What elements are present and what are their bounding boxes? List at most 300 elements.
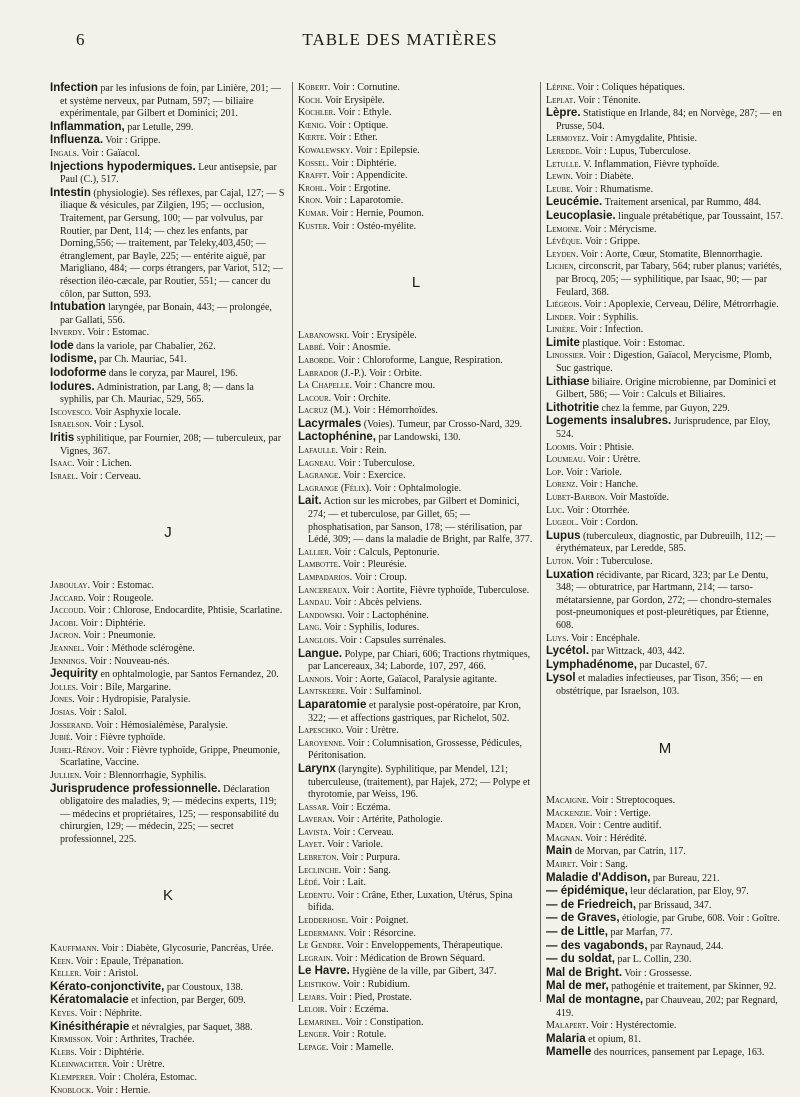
index-entry bbox=[298, 368, 534, 381]
index-entry bbox=[50, 134, 286, 148]
index-entry bbox=[298, 132, 534, 145]
entry-heading: — du soldat, bbox=[546, 953, 615, 966]
entry-author: Laveran. bbox=[298, 814, 335, 826]
entry-text: Voir : Hanche. bbox=[577, 479, 639, 491]
entry-heading: Malaria bbox=[546, 1032, 586, 1045]
index-entry bbox=[546, 146, 784, 159]
index-entry bbox=[546, 479, 784, 492]
entry-author: Jacron. bbox=[50, 630, 81, 642]
entry-text: Voir : Orchite. bbox=[331, 392, 391, 404]
entry-heading: Laparatomie bbox=[298, 698, 367, 711]
entry-text: (Voies). Tumeur, par Crosso-Nard, 329. bbox=[361, 418, 523, 430]
entry-author: Knoblock. bbox=[50, 1084, 94, 1096]
index-entry bbox=[298, 928, 534, 941]
entry-heading: Iritis bbox=[50, 432, 75, 445]
entry-text: Voir : Ethyle. bbox=[335, 107, 392, 119]
entry-heading: Iodoforme bbox=[50, 367, 107, 380]
index-entry bbox=[546, 980, 784, 994]
entry-heading: Mal de Bright. bbox=[546, 966, 623, 979]
entry-text: Voir : Méthode sclérogène. bbox=[84, 642, 195, 654]
entry-text: Voir : Exercice. bbox=[340, 470, 406, 482]
index-entry bbox=[546, 82, 784, 95]
entry-author: Liégeois. bbox=[546, 299, 582, 311]
entry-text: par Chauveau, 202; par Regnard, 419. bbox=[556, 995, 778, 1019]
entry-text: Voir : Anosmie. bbox=[325, 342, 391, 354]
entry-text: Voir : Diphtérie. bbox=[329, 157, 397, 169]
entry-author: Kuster. bbox=[298, 220, 330, 232]
entry-text: par Marfan, 77. bbox=[607, 927, 673, 939]
entry-text: Voir : Erysipèle. bbox=[349, 329, 417, 341]
index-entry bbox=[546, 885, 784, 899]
entry-heading: Mamelle bbox=[546, 1046, 592, 1059]
entry-author: Leistikow. bbox=[298, 979, 341, 990]
index-entry bbox=[50, 340, 286, 354]
entry-text: Voir : Tuberculose. bbox=[336, 457, 415, 469]
entry-author: Inverdy. bbox=[50, 327, 85, 339]
entry-author: Jaccoud. bbox=[50, 605, 86, 617]
entry-text: Voir : Urètre. bbox=[343, 725, 399, 737]
entry-author: Lugeol. bbox=[546, 517, 579, 529]
entry-text: Voir : Fièvre typhoïde. bbox=[72, 732, 166, 744]
index-entry bbox=[546, 633, 784, 646]
entry-author: Landau. bbox=[298, 597, 332, 609]
entry-author: Israelson. bbox=[50, 419, 93, 431]
index-entry bbox=[50, 643, 286, 656]
index-entry bbox=[298, 940, 534, 953]
entry-author: Linder. bbox=[546, 311, 576, 323]
index-entry bbox=[50, 407, 286, 420]
index-entry bbox=[298, 953, 534, 966]
entry-author: Lépine. bbox=[546, 82, 575, 93]
index-entry bbox=[546, 912, 784, 926]
entry-text: Déclaration obligatoire des maladies, 9; — médecins experts, 119; — médecins et propriétaires, 125; — responsabilité du chirurgien, 129; — médecin, 225; — secret professionnel, 225. bbox=[60, 783, 279, 845]
entry-text: Voir : Rein. bbox=[337, 445, 387, 457]
entry-text: Voir : Hystérectomie. bbox=[588, 1020, 677, 1032]
entry-author: Linossier. bbox=[546, 350, 587, 362]
entry-text: (physiologie). Ses réflexes, par Cajal, 127; — S iliaque & vésicules, par Zilgien, 195; — occlusion, Traitement, par Gersung, 100; — par volvulus, par Routier, par Dent, 114; — chez les enfants, par Dorning,556; — traitement, par Teleky,403,450; — étranglement, par Bayle, 225; — entérite aiguë, par Marigliano, 484; — corps étrangers, par Variot, 512; — résection iléo-cæcale, par Routier, 551; — cancer du côlon, par Sutton, 593. bbox=[60, 187, 285, 300]
entry-heading: Mal de montagne, bbox=[546, 994, 644, 1006]
entry-heading: Lupus bbox=[546, 529, 581, 542]
entry-heading: Iodures. bbox=[50, 380, 95, 393]
index-entry bbox=[546, 261, 784, 299]
index-entry bbox=[50, 1085, 286, 1097]
entry-text: Voir : Coliques hépatiques. bbox=[574, 82, 685, 93]
entry-heading: Intestin bbox=[50, 186, 91, 199]
index-entry bbox=[298, 738, 534, 763]
entry-text: pathogénie et traitement, par Skinner, 92. bbox=[608, 981, 777, 993]
entry-text: Voir : Hernie. bbox=[93, 1084, 151, 1096]
entry-text: de Morvan, par Catrin, 117. bbox=[572, 846, 686, 858]
entry-author: Malapert. bbox=[546, 1020, 589, 1032]
entry-text: circonscrit, par Tabary, 564; ruber planus; variétés, par Brocq, 205; — syphilitique, par Isaac, 90; — par Feulard, 368. bbox=[556, 261, 782, 298]
entry-author: Koch. bbox=[298, 94, 323, 106]
entry-author: Labrador (J.-P.). bbox=[298, 367, 367, 379]
index-entry bbox=[50, 1034, 286, 1047]
entry-text: Jurisprudence, par Eloy, 524. bbox=[556, 416, 771, 441]
index-entry bbox=[298, 1029, 534, 1042]
index-entry bbox=[50, 618, 286, 631]
index-entry bbox=[546, 196, 784, 210]
index-entry bbox=[298, 158, 534, 171]
index-entry bbox=[50, 707, 286, 720]
index-entry bbox=[546, 1046, 784, 1060]
index-entry bbox=[546, 402, 784, 416]
index-entry bbox=[298, 585, 534, 598]
index-entry bbox=[298, 1004, 534, 1017]
entry-heading: Le Havre. bbox=[298, 965, 350, 978]
index-entry bbox=[546, 337, 784, 351]
entry-heading: — des vagabonds, bbox=[546, 939, 648, 952]
index-entry bbox=[546, 299, 784, 312]
entry-text: Voir : Cornutine. bbox=[330, 82, 400, 93]
index-entry bbox=[50, 981, 286, 995]
index-entry bbox=[298, 802, 534, 815]
entry-author: Ledermann. bbox=[298, 927, 347, 939]
entry-author: Laborde. bbox=[298, 354, 336, 366]
entry-text: Voir : Diphtérie. bbox=[76, 1046, 145, 1058]
entry-author: Mairet. bbox=[546, 859, 578, 871]
entry-author: Leyden. bbox=[546, 248, 579, 260]
index-entry bbox=[50, 668, 286, 682]
entry-heading: Leucémie. bbox=[546, 196, 603, 209]
index-entry bbox=[546, 1033, 784, 1047]
index-entry bbox=[298, 572, 534, 585]
entry-author: Klemperer. bbox=[50, 1072, 97, 1083]
index-entry bbox=[546, 133, 784, 146]
index-entry bbox=[298, 648, 534, 674]
entry-text: Voir : Abcès pelviens. bbox=[331, 597, 422, 609]
entry-text: Voir : Sang. bbox=[341, 864, 391, 876]
index-entry bbox=[50, 121, 286, 135]
index-entry bbox=[546, 415, 784, 441]
entry-text: Voir : Capsules surrénales. bbox=[337, 634, 447, 646]
entry-text: Voir : Résorcine. bbox=[346, 927, 416, 939]
index-entry bbox=[546, 312, 784, 325]
column-rule bbox=[540, 82, 541, 1002]
index-entry bbox=[298, 330, 534, 343]
entry-heading: Main bbox=[546, 845, 573, 858]
index-entry bbox=[546, 210, 784, 224]
entry-heading: — épidémique, bbox=[546, 885, 628, 898]
entry-author: Jubié. bbox=[50, 732, 73, 744]
entry-author: Lichen, bbox=[546, 261, 576, 273]
entry-heading: — de Little, bbox=[546, 926, 608, 939]
index-entry bbox=[50, 1072, 286, 1085]
entry-text: Voir : Mérycisme. bbox=[581, 223, 657, 235]
entry-author: Kauffmann. bbox=[50, 943, 100, 955]
entry-heading: Kératomalacie bbox=[50, 994, 129, 1007]
index-entry bbox=[50, 1008, 286, 1021]
index-entry bbox=[546, 505, 784, 518]
entry-text: Voir : Grippe. bbox=[582, 236, 641, 248]
entry-author: Mackenzie. bbox=[546, 807, 593, 819]
index-entry bbox=[50, 994, 286, 1008]
entry-author: Layet. bbox=[298, 839, 325, 851]
index-entry bbox=[50, 783, 286, 847]
entry-text: Voir : Pied, Prostate. bbox=[327, 991, 412, 1003]
entry-text: Voir : Sulfaminol. bbox=[347, 686, 422, 698]
entry-text: Traitement arsenical, par Rummo, 484. bbox=[602, 197, 762, 209]
index-entry bbox=[298, 763, 534, 802]
entry-text: par Landowski, 130. bbox=[375, 432, 461, 444]
index-entry bbox=[298, 965, 534, 979]
index-entry bbox=[546, 926, 784, 940]
index-entry bbox=[298, 979, 534, 992]
entry-text: Voir : Rubidium. bbox=[340, 979, 411, 990]
entry-text: Voir : Ether. bbox=[326, 132, 378, 144]
entry-heading: Lithotritie bbox=[546, 401, 600, 414]
entry-author: Leube. bbox=[546, 183, 573, 195]
entry-author: Lang. bbox=[298, 622, 322, 634]
index-entry bbox=[50, 419, 286, 432]
entry-heading: Leucoplasie. bbox=[546, 209, 616, 222]
index-entry bbox=[298, 221, 534, 234]
section-letter: M bbox=[658, 739, 672, 757]
entry-text: dans la variole, par Chabalier, 262. bbox=[73, 340, 216, 352]
entry-author: Magnan. bbox=[546, 832, 583, 844]
entry-text: par Raynaud, 244. bbox=[647, 940, 724, 952]
entry-author: Juhel-Rénoy. bbox=[50, 744, 105, 756]
index-entry bbox=[298, 814, 534, 827]
entry-text: Voir : Eczéma. bbox=[329, 801, 391, 813]
entry-author: Lantskeere. bbox=[298, 686, 348, 698]
index-entry bbox=[546, 845, 784, 859]
index-entry bbox=[298, 208, 534, 221]
entry-heading: Iodisme, bbox=[50, 353, 97, 366]
index-entry bbox=[546, 820, 784, 833]
entry-text: et infection, par Berger, 609. bbox=[128, 995, 246, 1007]
page-header bbox=[0, 26, 800, 56]
entry-author: Kochler. bbox=[298, 107, 336, 119]
entry-author: Kleinwachter. bbox=[50, 1059, 110, 1071]
section-letter: J bbox=[164, 524, 172, 542]
entry-author: Leplat. bbox=[546, 94, 576, 106]
index-entry bbox=[298, 470, 534, 483]
index-entry bbox=[298, 877, 534, 890]
index-entry bbox=[50, 694, 286, 707]
entry-text: linguale prétabétique, par Toussaint, 157. bbox=[615, 210, 784, 222]
index-entry bbox=[298, 1017, 534, 1030]
entry-author: Leclinche. bbox=[298, 864, 342, 876]
entry-author: Landowski. bbox=[298, 609, 345, 621]
entry-text: chez la femme, par Guyon, 229. bbox=[599, 402, 730, 414]
entry-text: récidivante, par Ricard, 323; par Le Dentu, 348; — obturatrice, par Hartmann, 214; — tarso-métatarsienne, par Gordon, 272; — chondro-sternales post-pneumoniques et post-pleurétiques, par Étienne, 608. bbox=[556, 569, 772, 631]
index-entry bbox=[298, 393, 534, 406]
entry-text: et paralysie post-opératoire, par Kron, 322; — et affections gastriques, par Richelot, 502. bbox=[308, 699, 522, 724]
entry-author: Lannois. bbox=[298, 673, 334, 685]
index-entry bbox=[546, 872, 784, 886]
index-entry bbox=[298, 495, 534, 546]
index-entry bbox=[298, 431, 534, 445]
entry-author: Lacruz (M.). bbox=[298, 405, 351, 417]
entry-author: Kowalewsky. bbox=[298, 144, 353, 156]
index-entry bbox=[298, 610, 534, 623]
index-entry bbox=[298, 342, 534, 355]
index-entry bbox=[546, 236, 784, 249]
index-entry bbox=[298, 852, 534, 865]
index-entry bbox=[546, 376, 784, 402]
entry-text: Hygiène de la ville, par Gibert, 347. bbox=[349, 966, 497, 978]
entry-text: Action sur les microbes, par Gilbert et Dominici, 274; — et tuberculose, par Gillet, 65; — phosphatisation, par Sanson, 178; — stérilisation, par Lédé, 309; — dans la maladie de Bright, par Ralfe, 377. bbox=[308, 496, 533, 546]
entry-heading: Lithiase bbox=[546, 375, 590, 388]
index-entry bbox=[50, 630, 286, 643]
entry-author: Luton. bbox=[546, 555, 574, 567]
entry-author: Lorenz. bbox=[546, 479, 578, 491]
entry-author: Lagrange (Félix). bbox=[298, 482, 372, 494]
index-column-1 bbox=[50, 82, 286, 1096]
entry-author: Israel. bbox=[50, 470, 78, 482]
entry-author: Josserand. bbox=[50, 719, 94, 731]
entry-text: des nourrices, pansement par Lepage, 163. bbox=[591, 1047, 765, 1059]
index-entry bbox=[50, 1021, 286, 1035]
entry-author: Lapeschko. bbox=[298, 725, 344, 737]
entry-text: Voir : Diabète. bbox=[572, 171, 634, 183]
entry-heading: Lycétol. bbox=[546, 645, 590, 658]
entry-heading: Iode bbox=[50, 339, 74, 352]
entry-heading: Logements insalubres. bbox=[546, 415, 672, 428]
entry-author: Lévêque. bbox=[546, 236, 583, 248]
entry-text: Voir : Choléra, Estomac. bbox=[96, 1072, 198, 1083]
index-entry bbox=[50, 367, 286, 381]
index-entry bbox=[50, 682, 286, 695]
entry-heading: Lèpre. bbox=[546, 107, 581, 120]
entry-text: Voir : Aorte, Cœur, Stomatite, Blennorrhagie. bbox=[578, 248, 763, 260]
index-entry bbox=[546, 530, 784, 556]
index-entry bbox=[546, 350, 784, 375]
entry-author: Lédé. bbox=[298, 877, 321, 889]
entry-author: Lepage. bbox=[298, 1041, 329, 1053]
entry-text: étiologie, par Grube, 608. Voir : Goître. bbox=[619, 913, 780, 925]
entry-text: Voir : Lupus, Tuberculose. bbox=[582, 145, 691, 157]
entry-author: Linière. bbox=[546, 324, 578, 336]
index-entry bbox=[298, 195, 534, 208]
entry-text: Voir : Hernie, Poumon. bbox=[328, 207, 424, 219]
entry-author: La Chapelle. bbox=[298, 380, 352, 392]
entry-author: Kirmisson. bbox=[50, 1034, 94, 1046]
entry-text: par Brissaud, 347. bbox=[636, 899, 712, 911]
index-entry bbox=[546, 224, 784, 237]
entry-text: Voir : Diabète, Glycosurie, Pancréas, Urée. bbox=[99, 943, 274, 955]
index-entry bbox=[546, 645, 784, 659]
entry-author: Macaigne. bbox=[546, 795, 589, 807]
entry-author: Mader. bbox=[546, 820, 577, 832]
index-entry bbox=[298, 380, 534, 393]
entry-author: Leredde. bbox=[546, 145, 583, 157]
entry-text: Voir : Cerveau. bbox=[78, 470, 141, 482]
index-entry bbox=[546, 994, 784, 1020]
entry-text: Voir Mastoïde. bbox=[607, 492, 669, 503]
entry-author: Kumar. bbox=[298, 207, 329, 219]
entry-text: Voir : Grossesse. bbox=[622, 967, 692, 979]
index-entry bbox=[50, 148, 286, 161]
entry-author: Lafaulle. bbox=[298, 445, 338, 457]
index-entry bbox=[50, 968, 286, 981]
index-entry bbox=[50, 1059, 286, 1072]
entry-author: Kœnig. bbox=[298, 119, 327, 131]
entry-text: (laryngite). Syphilitique, par Mendel, 121; tuberculeuse, (traitement), par Hajek, 272; — Polype et thyrotomie, par Weiss, 196. bbox=[308, 763, 531, 801]
entry-text: Voir : Artérite, Pathologie. bbox=[334, 814, 443, 826]
index-column-3 bbox=[546, 82, 784, 1059]
index-entry bbox=[298, 445, 534, 458]
entry-author: Krafft. bbox=[298, 170, 330, 182]
index-entry bbox=[546, 833, 784, 846]
index-entry bbox=[298, 622, 534, 635]
entry-author: Keyes. bbox=[50, 1008, 78, 1020]
entry-heading: Injections hypodermiques. bbox=[50, 160, 196, 173]
entry-author: Lagrange. bbox=[298, 470, 341, 482]
entry-text: par Ducastel, 67. bbox=[636, 659, 708, 671]
entry-author: Jolles. bbox=[50, 681, 79, 693]
entry-text: Voir : Fièvre typhoïde, Grippe, Pneumonie, Scarlatine, Vaccine. bbox=[60, 744, 280, 769]
index-entry bbox=[546, 442, 784, 455]
index-column-2 bbox=[298, 82, 534, 1053]
entry-text: Voir : Tuberculose. bbox=[573, 555, 653, 567]
entry-text: Voir : Rotule. bbox=[329, 1029, 387, 1041]
entry-text: Voir : Estomac. bbox=[85, 327, 150, 339]
index-entry bbox=[298, 725, 534, 738]
entry-text: Voir : Hémorrhoïdes. bbox=[350, 405, 438, 417]
entry-text: Voir : Diphtérie. bbox=[78, 617, 146, 629]
entry-author: Laroyenne. bbox=[298, 737, 346, 749]
index-entry bbox=[546, 795, 784, 808]
entry-text: Voir : Ergotine. bbox=[326, 182, 391, 194]
entry-author: Langlois. bbox=[298, 634, 338, 646]
entry-text: Voir : Hémosialémèse, Paralysie. bbox=[93, 719, 228, 731]
entry-author: Ledderhose. bbox=[298, 915, 349, 927]
entry-author: Lop. bbox=[546, 466, 564, 478]
index-entry bbox=[546, 107, 784, 133]
entry-text: (tuberculeux, diagnostic, par Dubreuilh, 112; — érythémateux, par Leredde, 585. bbox=[556, 530, 776, 555]
entry-heading: Lysol bbox=[546, 672, 576, 685]
index-entry bbox=[298, 635, 534, 648]
entry-text: Voir : Chancre mou. bbox=[351, 380, 436, 392]
entry-text: biliaire. Origine microbienne, par Dominici et Gilbert, 586; — Voir : Calculs et Biliaires. bbox=[556, 376, 777, 401]
entry-author: Labanowski. bbox=[298, 329, 350, 341]
entry-text: Voir : Calculs, Peptonurie. bbox=[331, 546, 440, 558]
entry-text: Voir : Chloroforme, Langue, Respiration. bbox=[335, 354, 503, 366]
index-entry bbox=[50, 187, 286, 301]
entry-heading: Luxation bbox=[546, 568, 594, 581]
index-entry bbox=[546, 324, 784, 337]
entry-author: Lubet-Barbon. bbox=[546, 492, 608, 503]
entry-text: Voir Asphyxie locale. bbox=[92, 406, 181, 418]
index-entry bbox=[50, 301, 286, 327]
page-number: 6 bbox=[76, 30, 85, 49]
entry-heading: Larynx bbox=[298, 762, 336, 775]
entry-heading: Influenza. bbox=[50, 134, 104, 147]
index-entry bbox=[298, 992, 534, 1005]
index-entry bbox=[50, 770, 286, 783]
column-rule bbox=[292, 82, 293, 1002]
entry-text: par Wittzack, 403, 442. bbox=[589, 646, 685, 658]
index-entry bbox=[546, 492, 784, 505]
entry-heading: Lacyrmales bbox=[298, 417, 362, 430]
index-entry bbox=[546, 467, 784, 480]
entry-author: Labbé. bbox=[298, 342, 326, 354]
entry-text: Voir : Bile, Margarine. bbox=[78, 681, 171, 693]
entry-heading: Lactophénine, bbox=[298, 431, 376, 444]
entry-text: Voir : Laparotomie. bbox=[322, 195, 404, 207]
index-entry bbox=[298, 865, 534, 878]
entry-author: Iscovesco. bbox=[50, 406, 93, 418]
entry-text: Voir : Streptocoques. bbox=[588, 795, 676, 807]
index-entry bbox=[298, 458, 534, 471]
entry-text: Voir : Néphrite. bbox=[77, 1008, 142, 1020]
entry-text: Voir : Mamelle. bbox=[328, 1041, 394, 1053]
entry-author: Lassar. bbox=[298, 801, 330, 813]
index-entry bbox=[50, 745, 286, 770]
entry-text: Voir : Columnisation, Grossesse, Pédicules, Péritonisation. bbox=[308, 737, 522, 762]
